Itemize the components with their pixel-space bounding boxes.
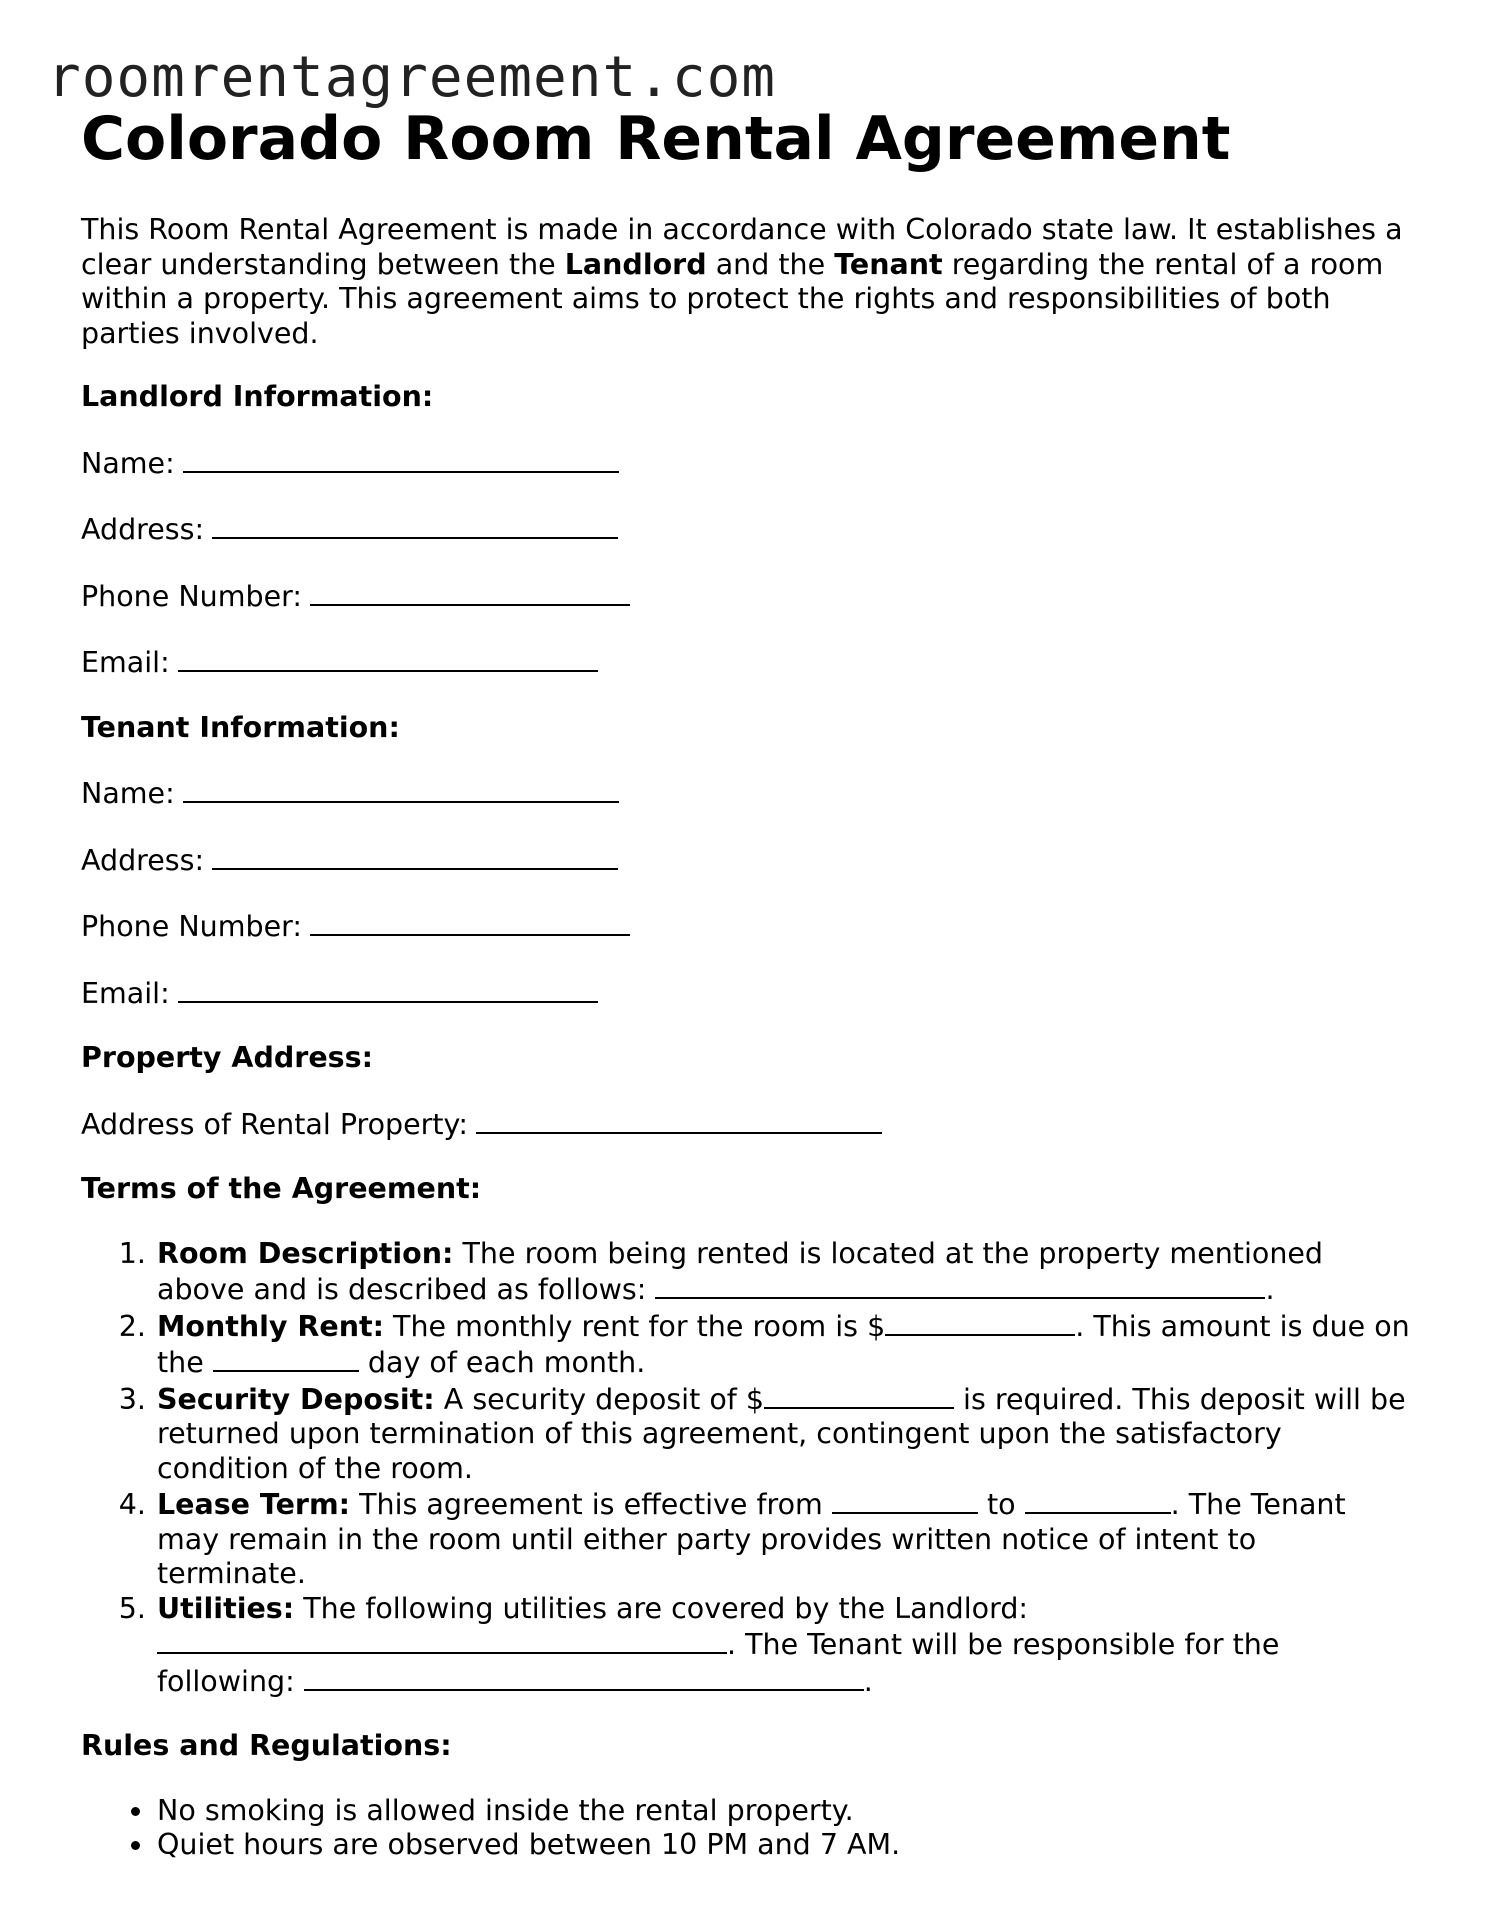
- field-label: Email:: [81, 646, 170, 679]
- term-label: Monthly Rent:: [157, 1309, 384, 1343]
- rule-item: • No smoking is allowed inside the rental property.: [155, 1794, 1411, 1829]
- property-heading: Property Address:: [81, 1041, 373, 1074]
- landlord-email-blank[interactable]: [178, 644, 598, 672]
- term-text: . The Tenant may remain in the room until either party provides written notice of intent to terminate.: [157, 1488, 1346, 1590]
- term-label: Security Deposit:: [157, 1382, 435, 1416]
- lease-start-blank[interactable]: [832, 1486, 978, 1514]
- tenant-name-field: [81, 775, 1411, 812]
- tenant-email-field: [81, 975, 1411, 1012]
- intro-text: and the: [706, 247, 835, 281]
- field-label: Phone Number:: [81, 579, 302, 613]
- term-text: . The Tenant will be responsible for the following:: [157, 1628, 1280, 1698]
- term-text: to: [977, 1488, 1025, 1521]
- field-label: Address:: [81, 513, 205, 546]
- intro-tenant-term: Tenant: [834, 247, 943, 281]
- term-text: This agreement is effective from: [350, 1488, 832, 1521]
- intro-text: regarding the rental of a room within a property. This agreement aims to protect the rights and responsibilities of both parties involved.: [81, 247, 1384, 350]
- rule-item: • Quiet hours are observed between 10 PM and 7 AM.: [155, 1828, 1411, 1863]
- tenant-email-blank[interactable]: [178, 975, 598, 1003]
- landlord-name-blank[interactable]: [183, 445, 619, 473]
- watermark: roomrentagreement.com: [47, 45, 777, 110]
- term-text: .: [863, 1664, 873, 1698]
- field-label: Phone Number:: [81, 910, 302, 943]
- tenant-address-field: [81, 842, 1411, 879]
- term-text: day of each month.: [358, 1346, 646, 1379]
- term-room-description: [155, 1237, 1411, 1308]
- term-text: A security deposit of $: [434, 1382, 764, 1416]
- rent-due-day-blank[interactable]: [213, 1344, 359, 1372]
- term-utilities: [155, 1592, 1411, 1700]
- term-text: The room being rented is located at the property mentioned above and is described as follows:: [157, 1236, 1324, 1306]
- tenant-name-blank[interactable]: [183, 775, 619, 803]
- field-label: Name:: [81, 777, 175, 810]
- landlord-email-field: [81, 644, 1411, 681]
- page-title: Colorado Room Rental Agreement: [81, 104, 1231, 174]
- term-label: Room Description:: [157, 1236, 454, 1270]
- field-label: Name:: [81, 446, 175, 480]
- tenant-utilities-blank[interactable]: [304, 1663, 864, 1691]
- landlord-utilities-blank[interactable]: [157, 1626, 727, 1654]
- landlord-name-field: [81, 445, 1411, 482]
- field-label: Email:: [81, 976, 170, 1010]
- intro-text: This Room Rental Agreement is made in accordance with Colorado state law. It establishes a clear understanding between the: [81, 213, 1403, 281]
- term-security-deposit: [155, 1381, 1411, 1487]
- document-body: [81, 213, 1411, 1863]
- term-text: The monthly rent for the room is $: [384, 1309, 886, 1343]
- landlord-heading: Landlord Information:: [81, 380, 434, 413]
- property-address-field: [81, 1106, 1411, 1143]
- rules-list: [81, 1794, 1411, 1863]
- landlord-phone-blank[interactable]: [310, 578, 630, 606]
- landlord-phone-field: [81, 578, 1411, 615]
- term-text: .: [1265, 1273, 1275, 1306]
- intro-paragraph: [81, 213, 1411, 351]
- field-label: Address:: [81, 843, 205, 877]
- term-monthly-rent: [155, 1308, 1411, 1381]
- rules-heading: Rules and Regulations:: [81, 1729, 452, 1762]
- term-text: The following utilities are covered by the Landlord:: [294, 1591, 1029, 1625]
- tenant-phone-blank[interactable]: [310, 908, 630, 936]
- tenant-address-blank[interactable]: [212, 842, 618, 870]
- lease-end-blank[interactable]: [1025, 1486, 1171, 1514]
- term-label: Utilities:: [157, 1591, 295, 1625]
- intro-landlord-term: Landlord: [564, 247, 707, 281]
- security-deposit-blank[interactable]: [764, 1381, 954, 1409]
- room-description-blank[interactable]: [655, 1271, 1265, 1299]
- term-label: Lease Term:: [157, 1488, 351, 1521]
- property-address-blank[interactable]: [476, 1106, 882, 1134]
- monthly-rent-blank[interactable]: [885, 1308, 1075, 1336]
- terms-heading: Terms of the Agreement:: [81, 1172, 482, 1205]
- term-text: is required. This deposit will be returned upon termination of this agreement, contingent upon the satisfactory condition of the room.: [157, 1382, 1406, 1485]
- landlord-address-field: [81, 511, 1411, 548]
- term-lease-term: [155, 1486, 1411, 1592]
- field-label: Address of Rental Property:: [81, 1107, 468, 1141]
- tenant-heading: Tenant Information:: [81, 710, 400, 744]
- tenant-phone-field: [81, 908, 1411, 945]
- landlord-address-blank[interactable]: [212, 511, 618, 539]
- term-text: . This amount is due on the: [157, 1309, 1410, 1379]
- terms-list: [81, 1237, 1411, 1700]
